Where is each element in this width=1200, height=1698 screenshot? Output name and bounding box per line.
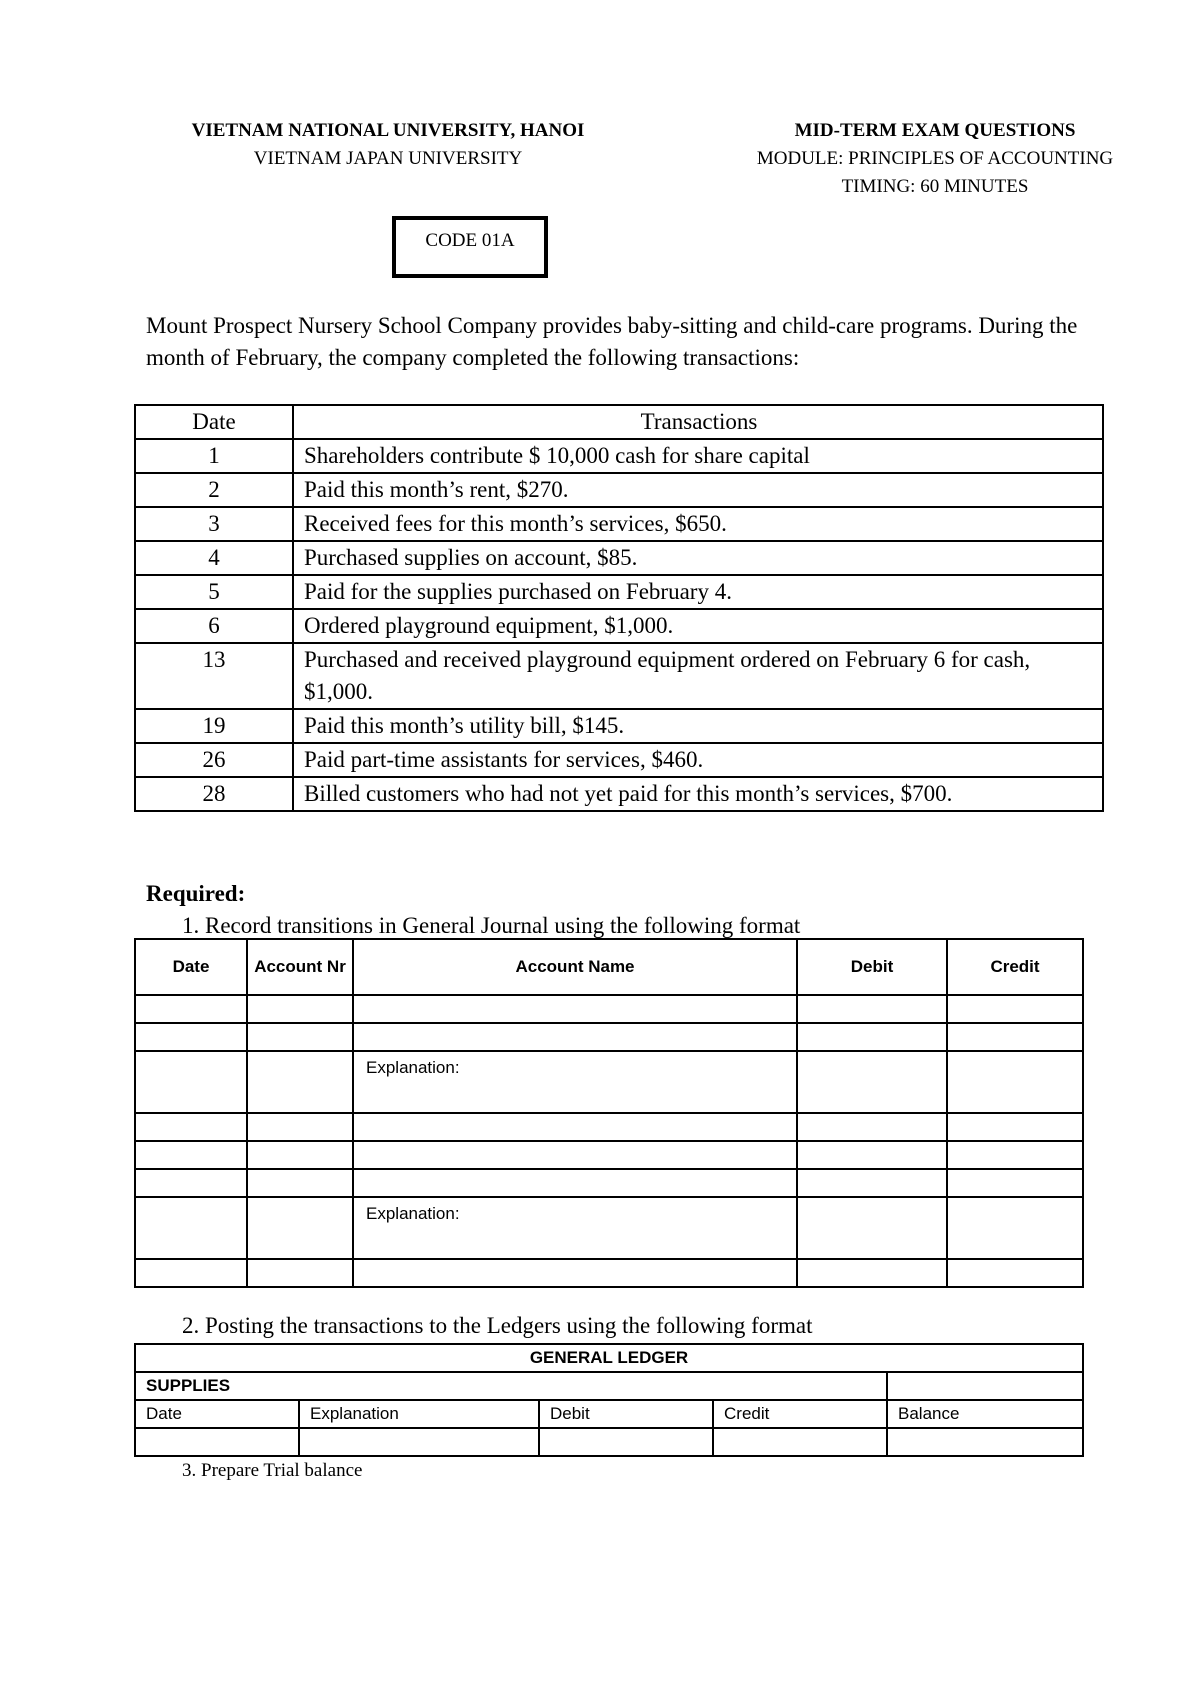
ledger-header-row [135,1400,1083,1428]
journal-account-nr-header: Account Nr [247,939,353,995]
table-row [135,1259,1083,1287]
table-row [135,1113,1083,1141]
table-row [135,643,1103,709]
table-row [135,609,1103,643]
general-ledger-table [134,1343,1084,1457]
journal-credit-header: Credit [947,939,1083,995]
table-row [135,1051,1083,1113]
transaction-date: 28 [135,777,293,811]
table-row [135,541,1103,575]
transaction-desc: Paid this month’s utility bill, $145. [293,709,1103,743]
journal-account-name-header: Account Name [353,939,797,995]
exam-code: CODE 01A [425,230,515,251]
table-row [135,1141,1083,1169]
intro-paragraph: Mount Prospect Nursery School Company provides baby-sitting and child-care programs. During the month of February, the company completed the following transactions: [146,313,1078,370]
transaction-date: 5 [135,575,293,609]
transaction-date: 19 [135,709,293,743]
general-journal-table [134,938,1084,1288]
table-row [135,777,1103,811]
required-section [146,878,800,942]
table-row [135,1023,1083,1051]
transactions-header: Transactions [293,405,1103,439]
ledger-debit-header: Debit [539,1400,713,1428]
ledger-credit-header: Credit [713,1400,887,1428]
transaction-desc: Paid part-time assistants for services, $460. [293,743,1103,777]
table-row [135,473,1103,507]
table-row [135,709,1103,743]
transaction-desc: Received fees for this month’s services, $650. [293,507,1103,541]
table-row [135,743,1103,777]
transaction-date: 4 [135,541,293,575]
transaction-date: 2 [135,473,293,507]
transaction-desc: Purchased and received playground equipment ordered on February 6 for cash, $1,000. [293,643,1103,709]
transaction-date: 1 [135,439,293,473]
transaction-desc: Ordered playground equipment, $1,000. [293,609,1103,643]
ledger-account-name: SUPPLIES [135,1372,887,1400]
transaction-desc: Purchased supplies on account, $85. [293,541,1103,575]
ledger-date-header: Date [135,1400,299,1428]
transaction-date: 13 [135,643,293,709]
transaction-desc: Paid for the supplies purchased on February 4. [293,575,1103,609]
transaction-desc: Shareholders contribute $ 10,000 cash for share capital [293,439,1103,473]
table-row [135,1428,1083,1456]
table-row [135,439,1103,473]
required-item-3: 3. Prepare Trial balance [182,1460,363,1481]
ledger-balance-header: Balance [887,1400,1083,1428]
transaction-desc: Billed customers who had not yet paid for this month’s services, $700. [293,777,1103,811]
table-row [135,575,1103,609]
journal-debit-header: Debit [797,939,947,995]
ledger-account-row [135,1372,1083,1400]
ledger-explanation-header: Explanation [299,1400,539,1428]
ledger-title: GENERAL LEDGER [135,1344,1083,1372]
school-name: VIETNAM JAPAN UNIVERSITY [253,148,523,169]
table-row [135,507,1103,541]
transactions-table [134,404,1104,812]
transaction-desc: Paid this month’s rent, $270. [293,473,1103,507]
required-title: Required: [146,881,246,906]
university-name: VIETNAM NATIONAL UNIVERSITY, HANOI [191,120,585,141]
transaction-date: 6 [135,609,293,643]
transaction-date: 3 [135,507,293,541]
required-item-2: 2. Posting the transactions to the Ledgers using the following format [182,1313,813,1338]
header-right [700,117,1170,201]
module-name: MODULE: PRINCIPLES OF ACCOUNTING [756,148,1114,169]
header-left [128,117,648,173]
explanation-label: Explanation: [353,1197,797,1259]
exam-title: MID-TERM EXAM QUESTIONS [794,120,1076,141]
transaction-date: 26 [135,743,293,777]
ledger-title-row [135,1344,1083,1372]
table-row [135,1197,1083,1259]
table-row [135,995,1083,1023]
timing: TIMING: 60 MINUTES [841,176,1029,197]
table-row [135,1169,1083,1197]
journal-date-header: Date [135,939,247,995]
journal-header-row [135,939,1083,995]
table-header-row [135,405,1103,439]
required-item-1: 1. Record transitions in General Journal using the following format [182,913,801,938]
date-header: Date [135,405,293,439]
exam-code-box [392,216,548,278]
explanation-label: Explanation: [353,1051,797,1113]
